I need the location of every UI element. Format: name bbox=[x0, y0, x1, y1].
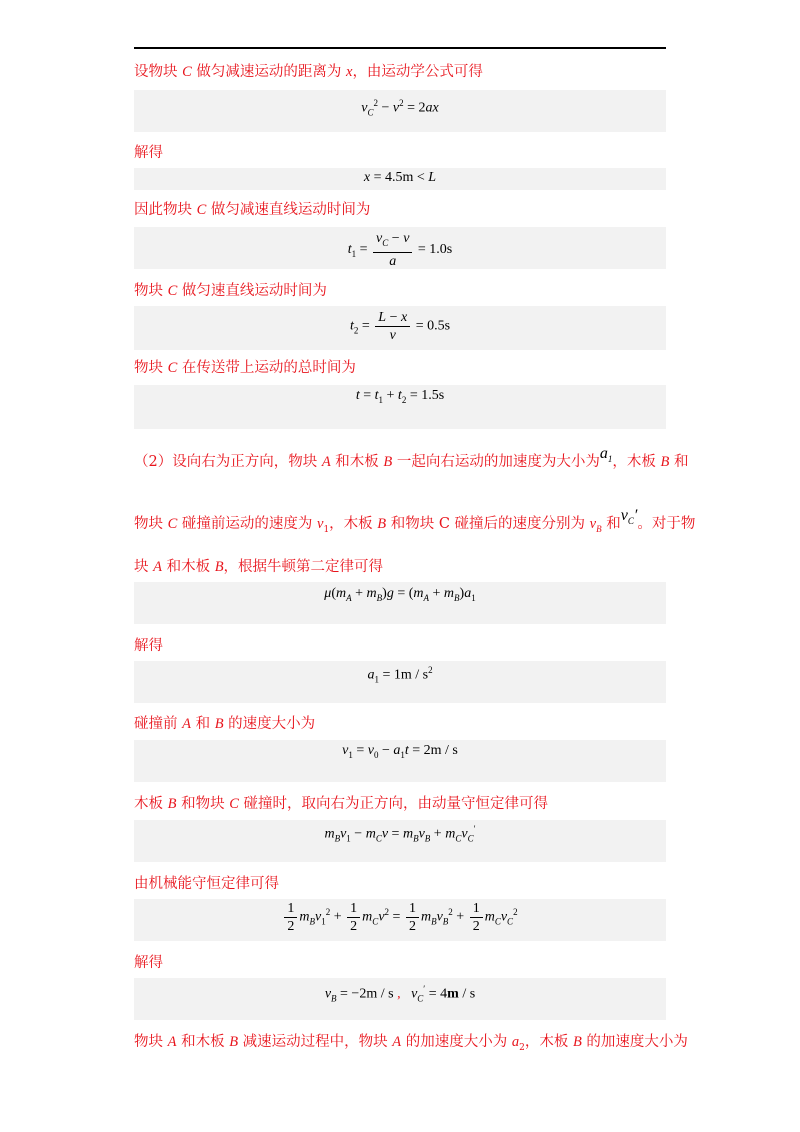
equation-7: $a_1 = 1m / s^2$ bbox=[367, 665, 433, 685]
equation-box-10 bbox=[134, 899, 666, 941]
equation-box-7 bbox=[134, 661, 666, 703]
text-line-6: （2）设向右为正方向，物块 A 和木板 B 一起向右运动的加速度为大小为$a_1$，木板 B 和 bbox=[134, 445, 689, 470]
text-line-4: 物块 C 做匀速直线运动时间为 bbox=[134, 283, 327, 299]
equation-4: $t_2$ = $\frac{L - x}{v}$ = 0.5s bbox=[349, 310, 451, 343]
text-line-13: 解得 bbox=[134, 955, 163, 971]
text-line-2: 解得 bbox=[134, 145, 163, 161]
text-line-14: 物块 A 和木板 B 减速运动过程中，物块 A 的加速度大小为 $a_2$，木板 B 的加速度大小为 bbox=[134, 1034, 688, 1053]
text-line-3: 因此物块 C 做匀减速直线运动时间为 bbox=[134, 202, 371, 218]
equation-2: x = 4.5m < L bbox=[363, 170, 437, 185]
equation-8: $v_1 = v_0 - a_1t = 2m / s$ bbox=[342, 743, 458, 760]
equation-box-5 bbox=[134, 385, 666, 429]
equation-5: $t = t_1 + t_2 = 1.5s$ bbox=[355, 388, 445, 405]
equation-box-9 bbox=[134, 820, 666, 862]
equation-10: $\frac{1}{2}$ $m_Bv_1^2$ + $\frac{1}{2}$ $m_Cv^2$ = $\frac{1}{2}$ $m_Bv_B^2$ + $\frac{1}{2}$ $m_Cv_C^2$ bbox=[134, 900, 666, 935]
text-line-9: 解得 bbox=[134, 638, 163, 654]
equation-6: $\mu(m_A + m_B)g = (m_A + m_B)a_1$ bbox=[324, 586, 476, 603]
equation-box-1 bbox=[134, 90, 666, 132]
text-line-7: 物块 C 碰撞前运动的速度为 $v_1$，木板 B 和物块 C 碰撞后的速度分别为 $v_B$ 和$v_C'$。对于物 bbox=[134, 507, 696, 535]
text-line-12: 由机械能守恒定律可得 bbox=[134, 876, 279, 892]
text-line-8: 块 A 和木板 B，根据牛顿第二定律可得 bbox=[134, 559, 384, 575]
equation-3: $t_1$ = $\frac{v_C - v}{a}$ = 1.0s bbox=[347, 231, 453, 269]
text-line-10: 碰撞前 A 和 B 的速度大小为 bbox=[134, 716, 316, 732]
equation-11: $v_B = -2m / s$ , $v_C' = 4m / s$ bbox=[324, 984, 476, 1004]
text-line-1: 设物块 C 做匀减速运动的距离为 x，由运动学公式可得 bbox=[134, 64, 483, 80]
text-line-11: 木板 B 和物块 C 碰撞时，取向右为正方向，由动量守恒定律可得 bbox=[134, 796, 548, 812]
text-line-5: 物块 C 在传送带上运动的总时间为 bbox=[134, 360, 356, 376]
equation-box-4 bbox=[134, 306, 666, 350]
equation-9: $m_Bv_1 - m_Cv = m_Bv_B + m_Cv_C'$ bbox=[324, 824, 476, 844]
equation-box-8 bbox=[134, 740, 666, 782]
equation-box-6 bbox=[134, 582, 666, 624]
equation-1: $v_C^2 - v^2 = 2ax$ bbox=[361, 98, 439, 118]
equation-box-11 bbox=[134, 978, 666, 1020]
equation-box-2 bbox=[134, 168, 666, 190]
header-rule bbox=[134, 47, 666, 49]
equation-box-3 bbox=[134, 227, 666, 269]
